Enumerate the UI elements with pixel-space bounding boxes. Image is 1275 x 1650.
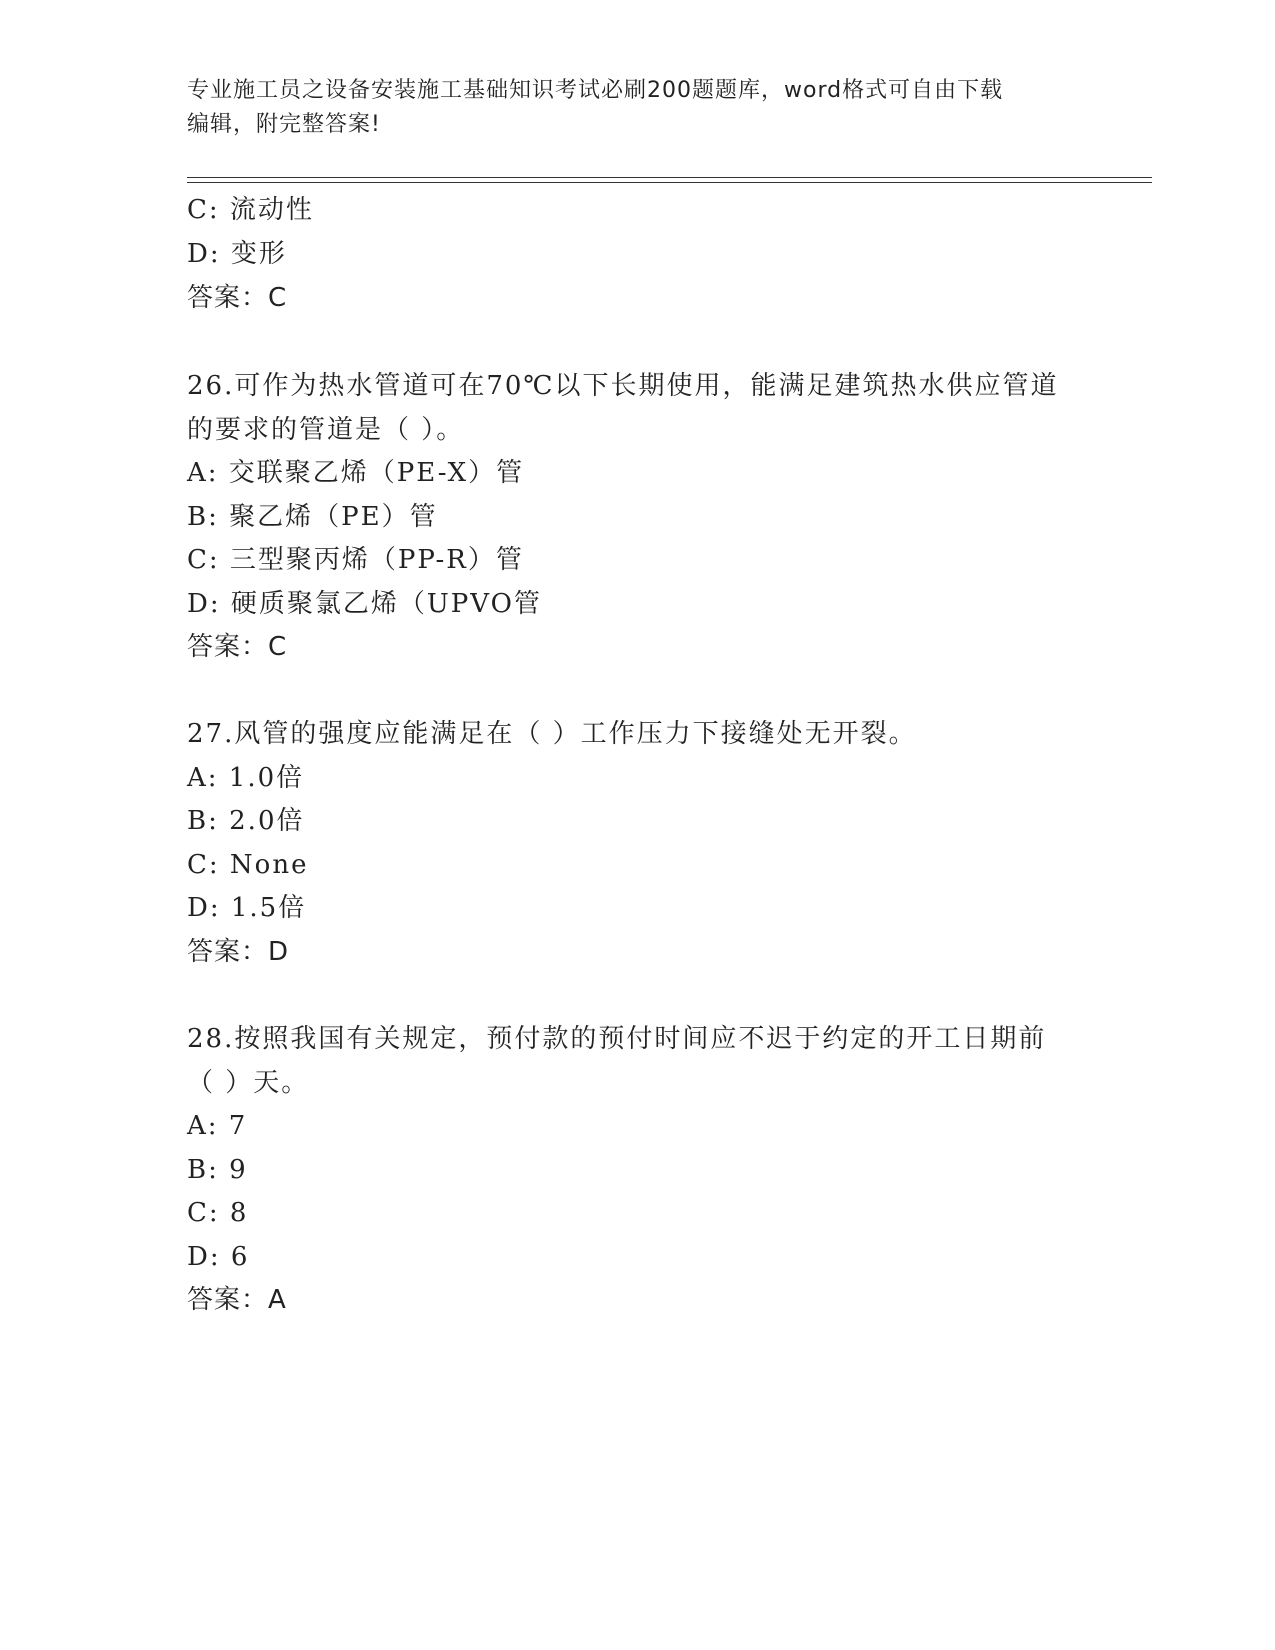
q28-option-d: D: 6 [187, 1242, 250, 1272]
q27-option-c: C: None [187, 850, 309, 880]
document-header [187, 74, 1087, 142]
q27-option-d: D: 1.5倍 [187, 893, 307, 923]
header-title-line-2: 编辑，附完整答案! [187, 112, 381, 137]
q26-stem-line-1: 26.可作为热水管道可在70℃以下长期使用，能满足建筑热水供应管道 [187, 371, 1059, 401]
q28-answer: 答案：A [187, 1285, 287, 1315]
q25-option-d: D: 变形 [187, 239, 287, 269]
q28-stem-line-2: （ ）天。 [187, 1068, 310, 1098]
q28-option-c: C: 8 [187, 1198, 249, 1228]
header-divider-top [187, 177, 1152, 178]
q26-option-c: C: 三型聚丙烯（PP-R）管 [187, 545, 524, 575]
q26-option-b: B: 聚乙烯（PE）管 [187, 502, 438, 532]
q27-stem: 27.风管的强度应能满足在（ ）工作压力下接缝处无开裂。 [187, 719, 917, 749]
q28-option-a: A: 7 [187, 1111, 248, 1141]
q26-stem-line-2: 的要求的管道是（ ）。 [187, 415, 465, 445]
q27-answer: 答案：D [187, 937, 290, 967]
q25-option-c: C: 流动性 [187, 195, 314, 225]
q26-option-a: A: 交联聚乙烯（PE-X）管 [187, 458, 525, 488]
header-divider-bottom [187, 182, 1152, 183]
q26-option-d: D: 硬质聚氯乙烯（UPVO管 [187, 589, 542, 619]
header-title-line-1: 专业施工员之设备安装施工基础知识考试必刷200题题库，word格式可自由下载 [187, 78, 1004, 103]
q26-answer: 答案：C [187, 632, 288, 662]
q25-answer: 答案：C [187, 283, 288, 313]
q28-stem-line-1: 28.按照我国有关规定，预付款的预付时间应不迟于约定的开工日期前 [187, 1024, 1047, 1054]
q27-option-b: B: 2.0倍 [187, 806, 305, 836]
q27-option-a: A: 1.0倍 [187, 763, 305, 793]
q28-option-b: B: 9 [187, 1155, 248, 1185]
